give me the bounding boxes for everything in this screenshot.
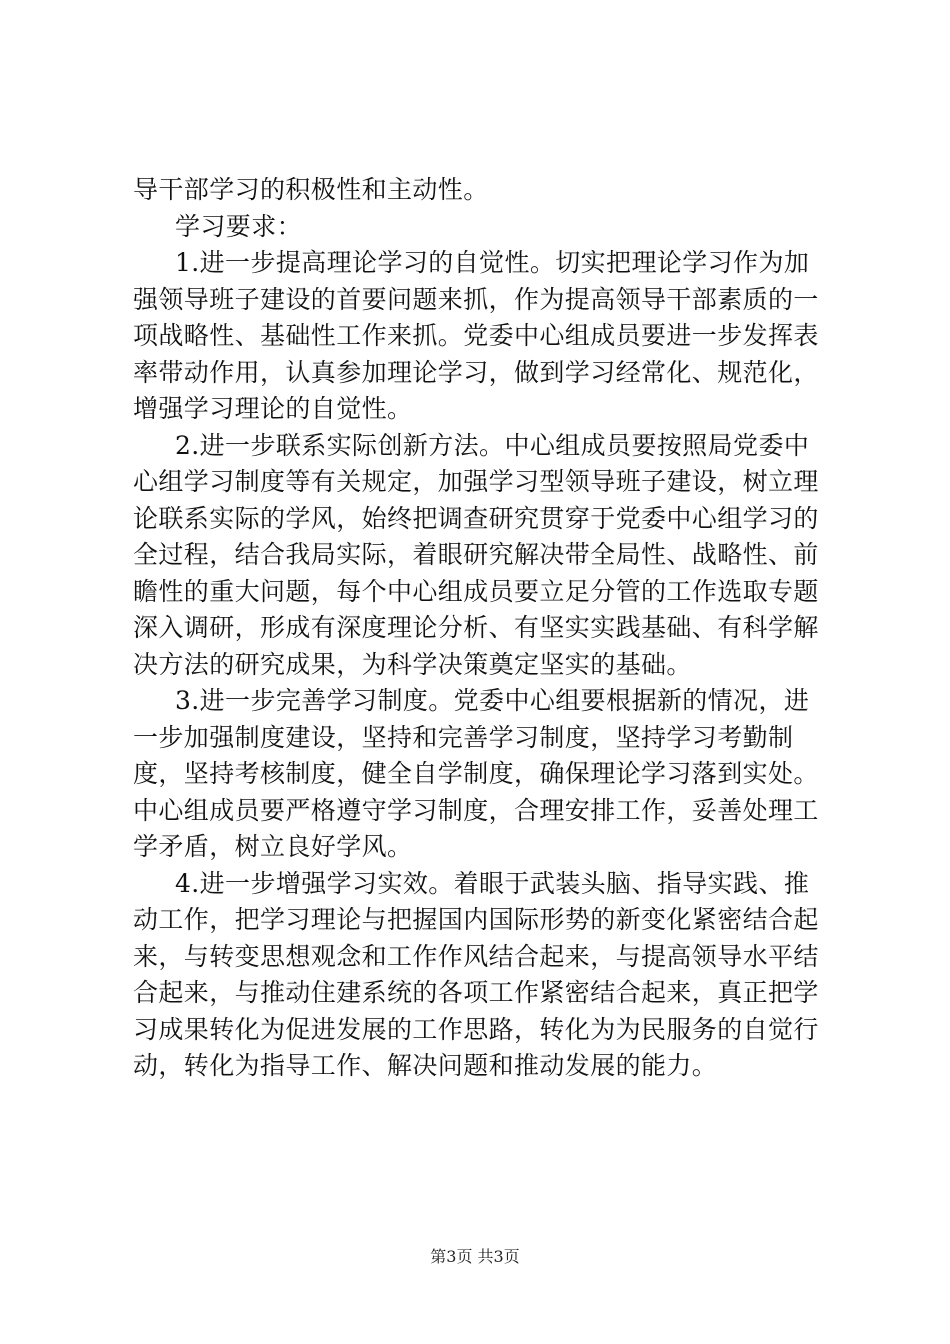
- paragraph-heading-requirements: 学习要求：: [175, 211, 303, 241]
- paragraph-item-2: 2.进一步联系实际创新方法。中心组成员要按照局党委中心组学习制度等有关规定，加强学习型领导班子建设，树立理论联系实际的学风，始终把调查研究贯穿于党委中心组学习的全过程，结合我局实际，着眼研究解决带全局性、战略性、前瞻性的重大问题，每个中心组成员要立足分管的工作选取专题深入调研，形成有深度理论分析、有坚实实践基础、有科学解决方法的研究成果，为科学决策奠定坚实的基础。: [133, 430, 819, 679]
- paragraph-continuation: 导干部学习的积极性和主动性。: [133, 175, 489, 204]
- document-body: [133, 172, 833, 1085]
- page-footer: [0, 1244, 950, 1267]
- paragraph-item-3: 3.进一步完善学习制度。党委中心组要根据新的情况，进一步加强制度建设，坚持和完善学习制度，坚持学习考勤制度，坚持考核制度，健全自学制度，确保理论学习落到实处。中心组成员要严格遵守学习制度，合理安排工作，妥善处理工学矛盾，树立良好学风。: [133, 686, 819, 861]
- paragraph-item-4: 4.进一步增强学习实效。着眼于武装头脑、指导实践、推动工作，把学习理论与把握国内国际形势的新变化紧密结合起来，与转变思想观念和工作作风结合起来，与提高领导水平结合起来，与推动住建系统的各项工作紧密结合起来，真正把学习成果转化为促进发展的工作思路，转化为为民服务的自觉行动，转化为指导工作、解决问题和推动发展的能力。: [133, 868, 819, 1080]
- paragraph-item-1: 1.进一步提高理论学习的自觉性。切实把理论学习作为加强领导班子建设的首要问题来抓，作为提高领导干部素质的一项战略性、基础性工作来抓。党委中心组成员要进一步发挥表率带动作用，认真参加理论学习，做到学习经常化、规范化，增强学习理论的自觉性。: [133, 248, 819, 423]
- page-number: 第3页 共3页: [430, 1247, 520, 1266]
